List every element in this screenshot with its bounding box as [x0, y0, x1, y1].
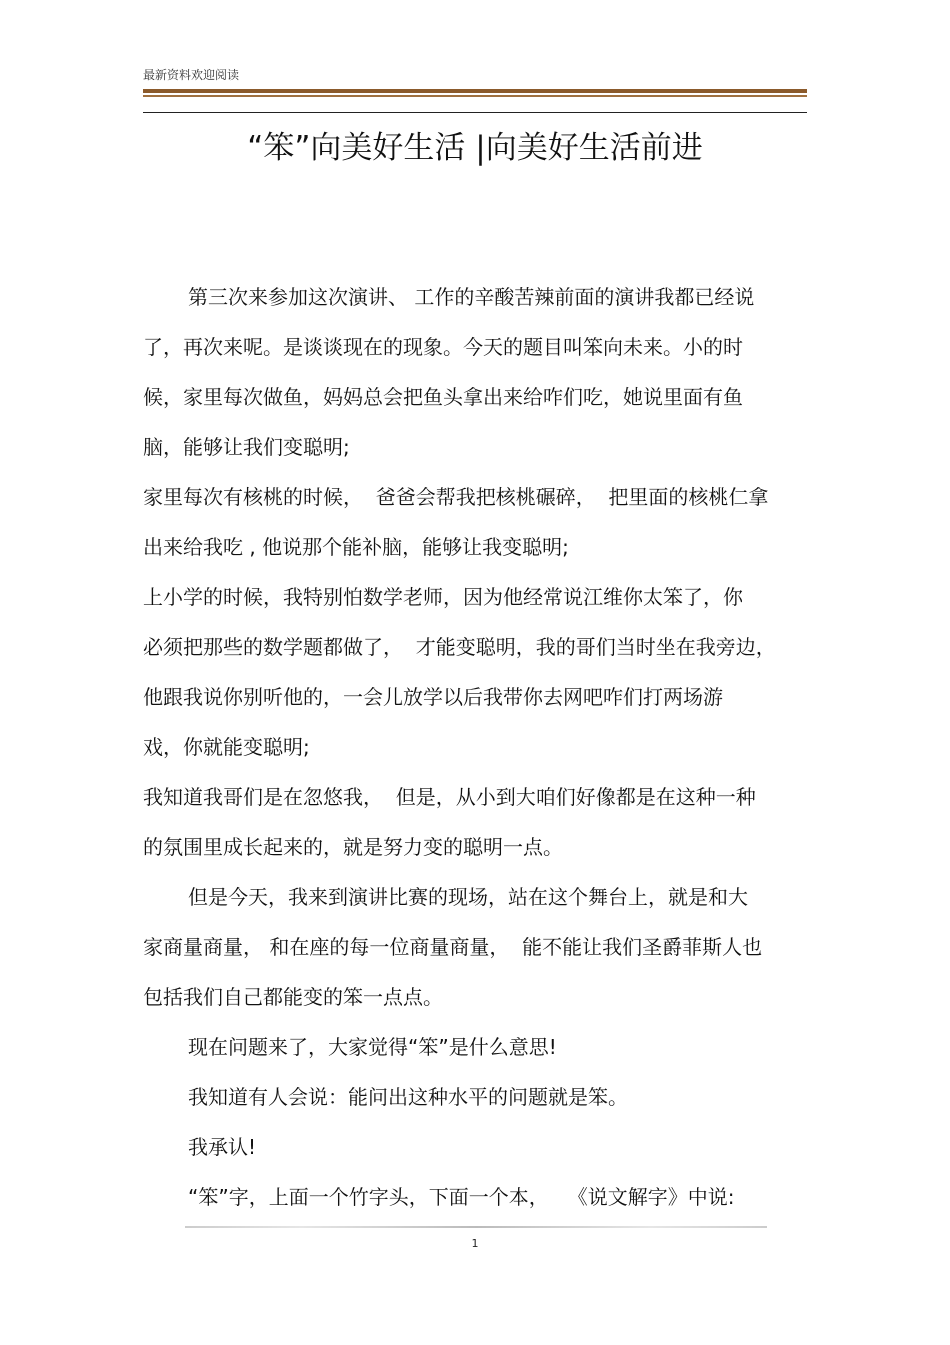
header-rule-mid — [143, 95, 807, 97]
body-line: 但是今天，我来到演讲比赛的现场，站在这个舞台上，就是和大 — [188, 885, 748, 909]
body-line: 必须把那些的数学题都做了， 才能变聪明，我的哥们当时坐在我旁边， — [143, 635, 776, 659]
body-line: 包括我们自己都能变的笨一点点。 — [143, 985, 443, 1009]
document-body — [143, 272, 807, 1222]
header-rule-thin — [143, 112, 807, 113]
body-line: 现在问题来了，大家觉得“笨”是什么意思! — [188, 1035, 557, 1059]
body-line: 第三次来参加这次演讲、 工作的辛酸苦辣前面的演讲我都已经说 — [188, 285, 755, 309]
body-line: 我知道有人会说：能问出这种水平的问题就是笨。 — [188, 1085, 628, 1109]
body-line: 候，家里每次做鱼，妈妈总会把鱼头拿出来给咋们吃，她说里面有鱼 — [143, 385, 743, 409]
body-line: 我承认! — [188, 1135, 257, 1159]
body-line: 上小学的时候，我特别怕数学老师，因为他经常说江维你太笨了，你 — [143, 585, 743, 609]
body-line: 我知道我哥们是在忽悠我， 但是，从小到大咱们好像都是在这种一种 — [143, 785, 756, 809]
body-line: 家里每次有核桃的时候， 爸爸会帮我把核桃碾碎， 把里面的核桃仁拿 — [143, 485, 769, 509]
body-line: 脑，能够让我们变聪明; — [143, 435, 350, 459]
body-line: 了，再次来呢。是谈谈现在的现象。今天的题目叫笨向未来。小的时 — [143, 335, 743, 359]
header-text: 最新资料欢迎阅读 — [143, 68, 240, 82]
footer-rule — [185, 1226, 767, 1228]
body-line: “笨”字，上面一个竹字头，下面一个本， 《说文解字》中说: — [188, 1185, 735, 1209]
body-line: 他跟我说你别听他的，一会儿放学以后我带你去网吧咋们打两场游 — [143, 685, 723, 709]
document-title: “笨”向美好生活 |向美好生活前进 — [247, 130, 703, 166]
page-number: 1 — [471, 1237, 479, 1250]
body-line: 的氛围里成长起来的，就是努力变的聪明一点。 — [143, 835, 563, 859]
header-rule-thick — [143, 89, 807, 93]
body-line: 出来给我吃 , 他说那个能补脑，能够让我变聪明; — [143, 535, 569, 559]
body-line: 家商量商量， 和在座的每一位商量商量， 能不能让我们圣爵菲斯人也 — [143, 935, 763, 959]
body-line: 戏，你就能变聪明; — [143, 735, 310, 759]
